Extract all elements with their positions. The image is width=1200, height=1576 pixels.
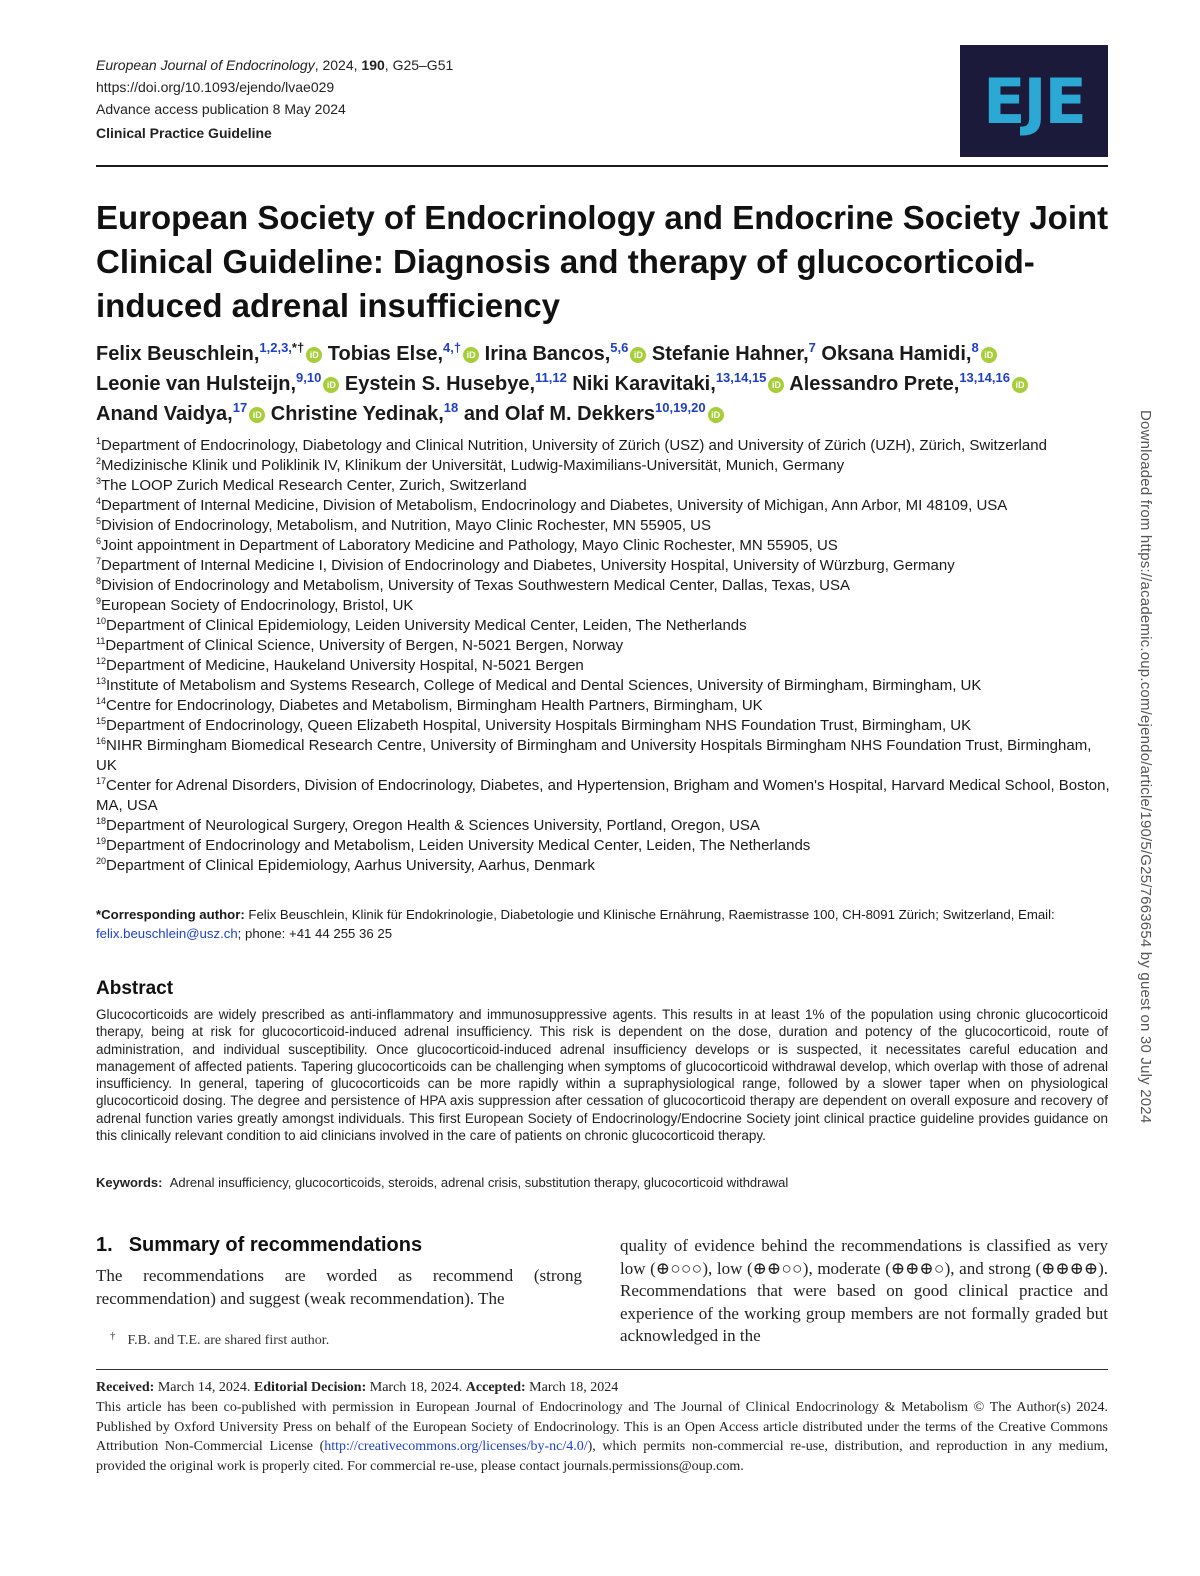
keywords-label: Keywords: <box>96 1175 163 1190</box>
footnote-text: F.B. and T.E. are shared first author. <box>127 1333 330 1348</box>
affiliation <box>96 556 1116 576</box>
affiliation-number: 6 <box>96 536 102 546</box>
affiliation-text: Division of Endocrinology, Metabolism, and Nutrition, Mayo Clinic Rochester, MN 55905, US <box>101 517 712 534</box>
author <box>96 370 339 395</box>
author <box>270 400 459 425</box>
author <box>96 400 265 425</box>
advance-access: Advance access publication 8 May 2024 <box>96 101 346 117</box>
article-title: European Society of Endocrinology and Endocrine Society Joint Clinical Guideline: Diagnosis and therapy of glucocorticoid-induced adrenal insufficiency <box>96 199 1109 324</box>
affiliation-text: Department of Clinical Epidemiology, Leiden University Medical Center, Leiden, The Netherlands <box>106 617 747 634</box>
affiliation <box>96 576 1116 596</box>
affiliation-text: Department of Endocrinology, Queen Elizabeth Hospital, University Hospitals Birmingham NHS Foundation Trust, Birmingham, UK <box>106 717 972 734</box>
orcid-icon[interactable]: iD <box>768 377 784 393</box>
affiliation-number: 8 <box>96 576 102 586</box>
affiliation-text: Department of Internal Medicine I, Division of Endocrinology and Diabetes, University Hospital, University of Würzburg, Germany <box>101 557 955 574</box>
affiliation-number: 14 <box>96 696 107 706</box>
affiliation <box>96 536 1116 556</box>
author-affiliation-marks[interactable]: 8 <box>971 340 979 355</box>
affiliation <box>96 516 1116 536</box>
journal-pages: G25–G51 <box>392 57 454 73</box>
journal-header <box>96 54 936 144</box>
affiliation-number: 1 <box>96 436 102 446</box>
author-affiliation-marks[interactable]: 18 <box>443 400 459 415</box>
license-link[interactable]: http://creativecommons.org/licenses/by-nc/4.0/ <box>324 1439 588 1454</box>
decision-label: Editorial Decision: <box>253 1380 367 1395</box>
footnote <box>110 1330 329 1349</box>
accepted-label: Accepted: <box>465 1380 526 1395</box>
affiliation-text: NIHR Birmingham Biomedical Research Centre, University of Birmingham and University Hospitals Birmingham NHS Foundation Trust, Birmingham, UK <box>96 737 1092 774</box>
orcid-icon[interactable]: iD <box>1012 377 1028 393</box>
orcid-icon[interactable]: iD <box>630 347 646 363</box>
affiliation-number: 12 <box>96 656 107 666</box>
affiliation <box>96 676 1116 696</box>
affiliation-list <box>96 436 1116 876</box>
section-number: 1. <box>96 1234 113 1256</box>
accepted-date: March 18, 2024 <box>529 1380 619 1395</box>
affiliation-text: Department of Neurological Surgery, Oregon Health & Sciences University, Portland, Oregon, USA <box>106 817 760 834</box>
article-type: Clinical Practice Guideline <box>96 125 272 141</box>
affiliation-number: 5 <box>96 516 102 526</box>
download-banner <box>1124 410 1164 1130</box>
doi-link[interactable]: https://doi.org/10.1093/ejendo/lvae029 <box>96 79 335 95</box>
author-list <box>96 339 1116 429</box>
orcid-icon[interactable]: iD <box>708 407 724 423</box>
author-name: Alessandro Prete, <box>789 373 960 395</box>
affiliation <box>96 636 1116 656</box>
corresponding-author <box>96 905 1116 943</box>
orcid-icon[interactable]: iD <box>463 347 479 363</box>
author-name: Leonie van Hulsteijn, <box>96 373 297 395</box>
affiliation-number: 9 <box>96 596 102 606</box>
affiliation <box>96 696 1116 716</box>
affiliation-text: Medizinische Klinik und Poliklinik IV, Klinikum der Universität, Ludwig-Maximilians-Universität, Munich, Germany <box>101 457 845 474</box>
affiliation-number: 16 <box>96 736 107 746</box>
author-name: and Olaf M. Dekkers <box>463 403 655 425</box>
affiliation-text: European Society of Endocrinology, Bristol, UK <box>101 597 414 614</box>
author-affiliation-marks[interactable]: 4,† <box>443 340 462 355</box>
license-pre: This article has been co-published with permission in European Journal of Endocrinology and The Journal of Clinical Endocrinology & Metabolism © The Author(s) 2024. Published by Oxford University Press on behalf of the European Society of Endocrinology. This is an Open Access article distributed under the terms of the Creative Commons Attribution Non-Commercial License ( <box>96 1400 1108 1454</box>
affiliation-text: Department of Clinical Science, University of Bergen, N-5021 Bergen, Norway <box>105 637 624 654</box>
received-date: March 14, 2024. <box>157 1380 251 1395</box>
author <box>651 340 816 365</box>
author-name: Oksana Hamidi, <box>821 343 972 365</box>
affiliation <box>96 596 1116 616</box>
publication-dates <box>96 1378 1108 1398</box>
citation-line: European Journal of Endocrinology, 2024, 190, G25–G51 <box>96 57 454 73</box>
author-affiliation-marks[interactable]: 17 <box>232 400 248 415</box>
affiliation <box>96 436 1116 456</box>
author <box>96 340 322 365</box>
corresponding-email-link[interactable]: felix.beuschlein@usz.ch <box>96 926 238 941</box>
affiliation-text: Department of Endocrinology, Diabetology and Clinical Nutrition, University of Zürich (USZ) and University of Zürich (UZH), Zürich, Switzerland <box>101 437 1047 454</box>
affiliation <box>96 456 1116 476</box>
affiliation-number: 10 <box>96 616 107 626</box>
download-banner-text: Downloaded from https://academic.oup.com/ejendo/article/190/5/G25/7663654 by guest on 30 July 2024 <box>1137 410 1154 1124</box>
author-name: Niki Karavitaki, <box>572 373 716 395</box>
journal-name: European Journal of Endocrinology <box>96 57 315 73</box>
abstract-heading: Abstract <box>96 978 174 999</box>
author-name: Felix Beuschlein, <box>96 343 260 365</box>
keywords-list: Adrenal insufficiency, glucocorticoids, steroids, adrenal crisis, substitution therapy, glucocorticoid withdrawal <box>169 1175 789 1190</box>
header-divider <box>96 165 1108 167</box>
author <box>821 340 996 365</box>
author-name: Stefanie Hahner, <box>651 343 809 365</box>
author-name: Anand Vaidya, <box>96 403 233 425</box>
author-affiliation-marks[interactable]: 1,2,3, <box>259 340 292 355</box>
affiliation-number: 15 <box>96 716 107 726</box>
author <box>463 400 724 425</box>
decision-date: March 18, 2024. <box>369 1380 463 1395</box>
author-affiliation-marks[interactable]: 9,10 <box>296 370 322 385</box>
author-affiliation-marks[interactable]: 13,14,15 <box>715 370 767 385</box>
author-affiliation-marks[interactable]: 10,19,20 <box>655 400 706 415</box>
affiliation <box>96 476 1116 496</box>
affiliation <box>96 716 1116 736</box>
affiliation-text: Joint appointment in Department of Laboratory Medicine and Pathology, Mayo Clinic Rochester, MN 55905, US <box>101 537 838 554</box>
orcid-icon[interactable]: iD <box>306 347 322 363</box>
affiliation-text: Department of Endocrinology and Metabolism, Leiden University Medical Center, Leiden, The Netherlands <box>106 837 811 854</box>
affiliation <box>96 736 1116 776</box>
author <box>344 370 567 395</box>
section-text-left: The recommendations are worded as recommend (strong recommendation) and suggest (weak recommendation). The <box>96 1266 582 1308</box>
journal-year: 2024 <box>322 57 354 73</box>
section-title: Summary of recommendations <box>128 1234 423 1256</box>
author-note-marks: *† <box>291 340 305 355</box>
affiliation-text: Department of Internal Medicine, Division of Metabolism, Endocrinology and Diabetes, University of Michigan, Ann Arbor, MI 48109, USA <box>101 497 1008 514</box>
affiliation-text: The LOOP Zurich Medical Research Center, Zurich, Switzerland <box>101 477 527 494</box>
corresponding-phone: ; phone: +41 44 255 36 25 <box>237 926 393 941</box>
affiliation-text: Centre for Endocrinology, Diabetes and Metabolism, Birmingham Health Partners, Birmingham, UK <box>106 697 763 714</box>
footnote-mark: † <box>110 1330 116 1342</box>
affiliation-number: 11 <box>96 636 106 646</box>
author-name: Irina Bancos, <box>484 343 611 365</box>
abstract-text: Glucocorticoids are widely prescribed as anti-inflammatory and immunosuppressive agents. This results in at least 1% of the population using chronic glucocorticoid therapy, being at risk for glucocorticoid-induced adrenal insufficiency. This risk is dependent on the dose, duration and potency of the glucocorticoid, route of administration, and individual susceptibility. Once glucocorticoid-induced adrenal insufficiency develops or is suspected, it necessitates careful education and management of affected patients. Tapering glucocorticoids can be challenging when symptoms of glucocorticoid withdrawal develop, which overlap with those of adrenal insufficiency. In general, tapering of glucocorticoids can be more rapidly within a supraphysiological range, followed by a slower taper when on physiological glucocorticoid dosing. The degree and persistence of HPA axis suppression after cessation of glucocorticoid therapy are dependent on overall exposure and recovery of adrenal function varies greatly amongst individuals. This first European Society of Endocrinology/Endocrine Society joint clinical practice guideline provides guidance on this clinically relevant condition to aid clinicians involved in the care of patients on chronic glucocorticoid therapy. <box>96 1007 1108 1144</box>
affiliation <box>96 616 1116 636</box>
author-affiliation-marks[interactable]: 13,14,16 <box>959 370 1010 385</box>
affiliation-text: Center for Adrenal Disorders, Division of Endocrinology, Diabetes, and Hypertension, Brigham and Women's Hospital, Harvard Medical School, Boston, MA, USA <box>96 777 1110 814</box>
received-label: Received: <box>96 1380 155 1395</box>
author <box>327 340 479 365</box>
affiliation-text: Institute of Metabolism and Systems Research, College of Medical and Dental Sciences, University of Birmingham, Birmingham, UK <box>106 677 982 694</box>
affiliation-number: 19 <box>96 836 107 846</box>
orcid-icon[interactable]: iD <box>981 347 997 363</box>
author-name: Christine Yedinak, <box>270 403 444 425</box>
license-post: ), which permits non-commercial re-use, distribution, and reproduction in any medium, provided the original work is properly cited. For commercial re-use, please contact journals.permissions@oup.com. <box>96 1439 1108 1474</box>
journal-volume: 190 <box>361 57 385 73</box>
orcid-icon[interactable]: iD <box>323 377 339 393</box>
author-affiliation-marks[interactable]: 5,6 <box>610 340 629 355</box>
author <box>789 370 1028 395</box>
affiliation-number: 2 <box>96 456 102 466</box>
journal-logo <box>960 45 1108 157</box>
affiliation-text: Division of Endocrinology and Metabolism, University of Texas Southwestern Medical Center, Dallas, Texas, USA <box>101 577 850 594</box>
author <box>572 370 784 395</box>
section-heading <box>96 1234 422 1257</box>
affiliation-number: 3 <box>96 476 102 486</box>
author-name: Tobias Else, <box>327 343 444 365</box>
affiliation-text: Department of Clinical Epidemiology, Aarhus University, Aarhus, Denmark <box>106 857 595 874</box>
affiliation-text: Department of Medicine, Haukeland University Hospital, N-5021 Bergen <box>106 657 584 674</box>
author-name: Eystein S. Husebye, <box>344 373 535 395</box>
corresponding-label: *Corresponding author: <box>96 907 245 922</box>
affiliation-number: 13 <box>96 676 107 686</box>
author-affiliation-marks[interactable]: 11,12 <box>535 370 567 385</box>
affiliation <box>96 856 1116 876</box>
affiliation <box>96 836 1116 856</box>
logo-text: EJE <box>983 64 1085 138</box>
affiliation <box>96 656 1116 676</box>
footer-divider <box>96 1369 1108 1370</box>
affiliation-number: 18 <box>96 816 107 826</box>
affiliation-number: 20 <box>96 856 107 866</box>
affiliation-number: 7 <box>96 556 102 566</box>
keywords <box>96 1175 1108 1190</box>
affiliation-number: 17 <box>96 776 107 786</box>
affiliation <box>96 776 1116 816</box>
affiliation-number: 4 <box>96 496 102 506</box>
author <box>484 340 647 365</box>
section-text-right: quality of evidence behind the recommendations is classified as very low (⊕○○○), low (⊕⊕○○), moderate (⊕⊕⊕○), and strong (⊕⊕⊕⊕). Recommendations that were based on good clinical practice and experience of the working group members are not formally graded but acknowledged in the <box>620 1236 1108 1345</box>
affiliation <box>96 816 1116 836</box>
author-affiliation-marks[interactable]: 7 <box>808 340 816 355</box>
affiliation <box>96 496 1116 516</box>
license-text <box>96 1398 1108 1476</box>
orcid-icon[interactable]: iD <box>249 407 265 423</box>
corresponding-text: Felix Beuschlein, Klinik für Endokrinologie, Diabetologie und Klinische Ernährung, Raemistrasse 100, CH-8091 Zürich; Switzerland, Email: <box>244 907 1055 922</box>
